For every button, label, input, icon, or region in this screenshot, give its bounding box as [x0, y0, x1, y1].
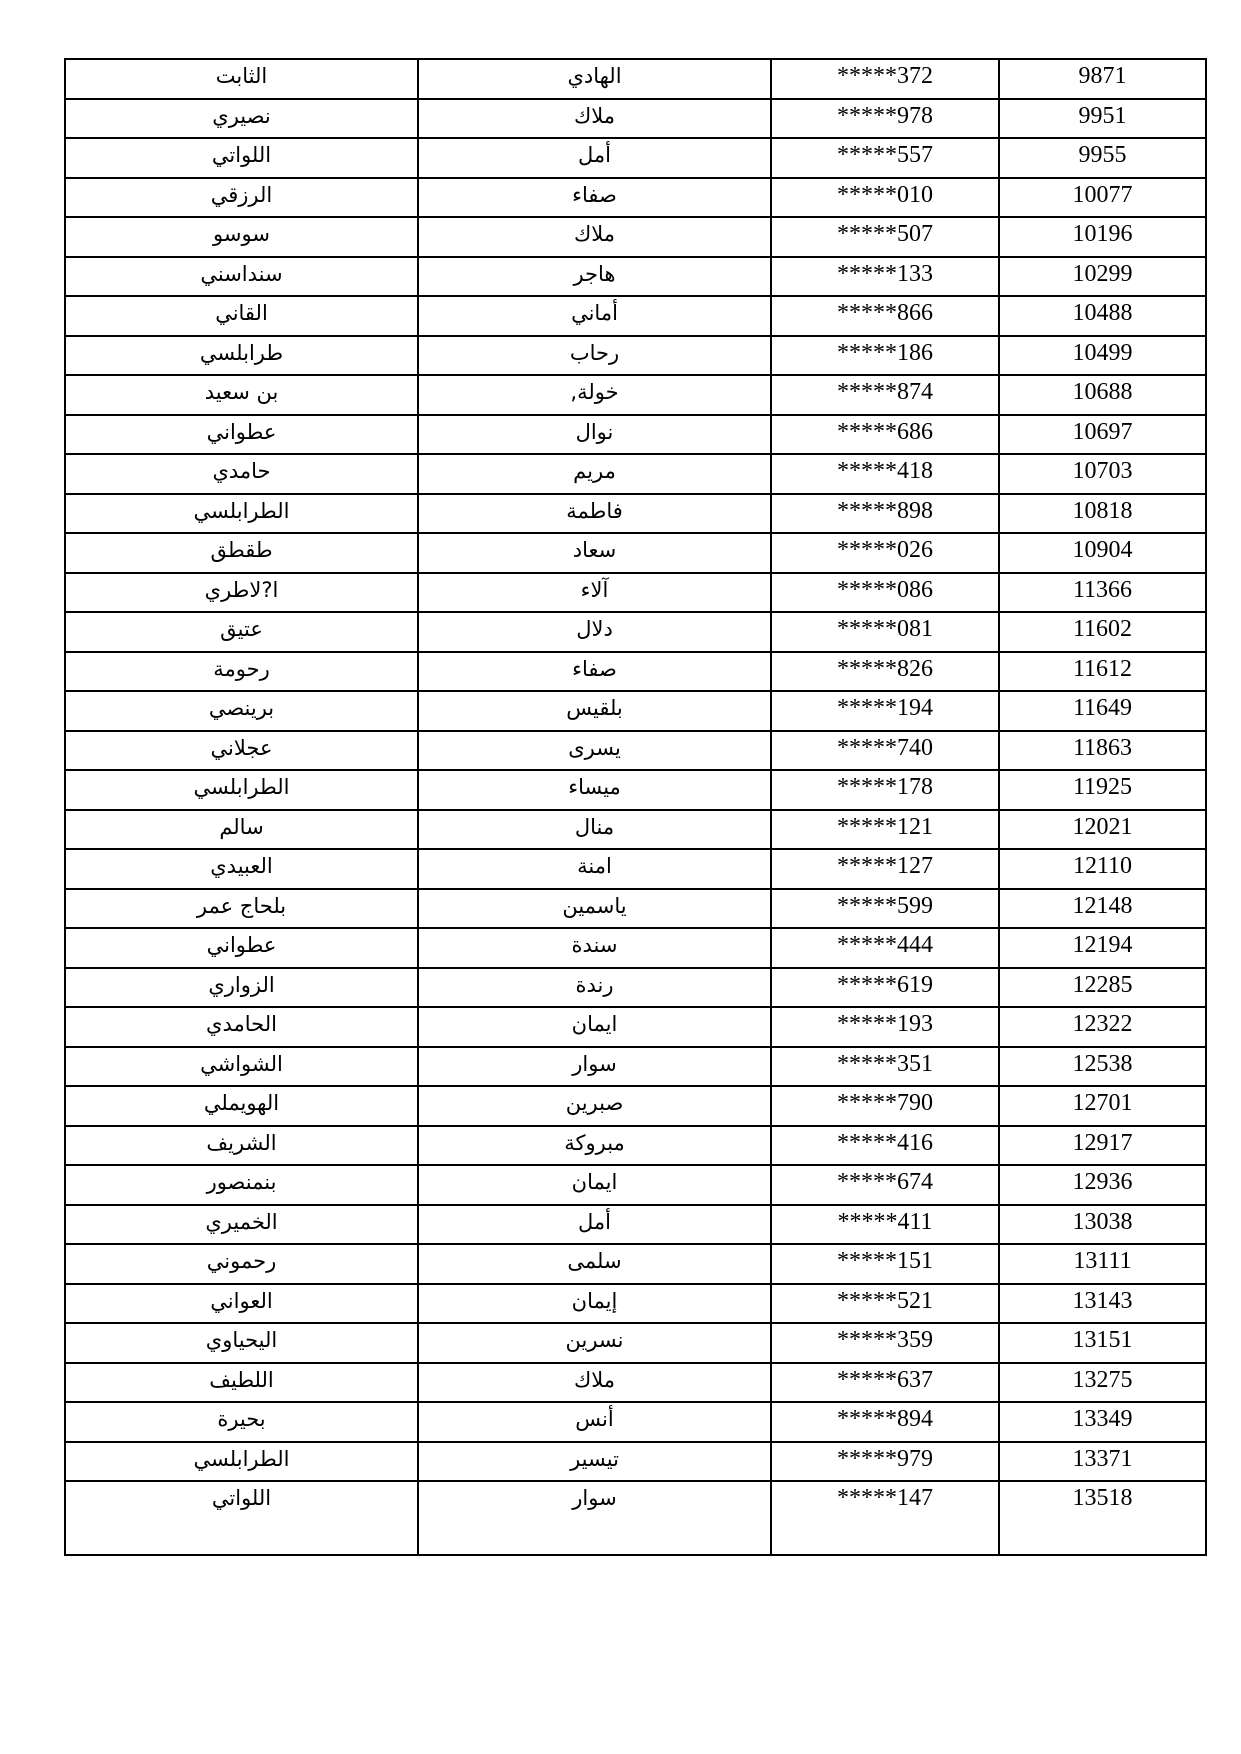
first-name-cell: الهادي [418, 59, 771, 99]
last-name-cell: العواني [65, 1284, 418, 1324]
record-number-cell: 10077 [999, 178, 1206, 218]
last-name-cell: ا?لاطري [65, 573, 418, 613]
last-name-cell: بن سعيد [65, 375, 418, 415]
last-name-cell: اللطيف [65, 1363, 418, 1403]
last-name-cell: الثابت [65, 59, 418, 99]
record-number-cell: 10818 [999, 494, 1206, 534]
last-name-cell: الهويملي [65, 1086, 418, 1126]
first-name-cell: أمل [418, 138, 771, 178]
record-number-cell: 12285 [999, 968, 1206, 1008]
first-name-cell: ميساء [418, 770, 771, 810]
records-table [64, 58, 1207, 1556]
last-name-cell: بحيرة [65, 1402, 418, 1442]
last-name-cell: الطرابلسي [65, 770, 418, 810]
masked-id-cell: *****411 [771, 1205, 999, 1245]
table-row [65, 889, 1206, 929]
table-row [65, 178, 1206, 218]
first-name-cell: تيسير [418, 1442, 771, 1482]
record-number-cell: 11602 [999, 612, 1206, 652]
record-number-cell: 13518 [999, 1481, 1206, 1555]
table-row [65, 1007, 1206, 1047]
masked-id-cell: *****637 [771, 1363, 999, 1403]
table-row [65, 494, 1206, 534]
table-row [65, 1284, 1206, 1324]
masked-id-cell: *****127 [771, 849, 999, 889]
first-name-cell: صبرين [418, 1086, 771, 1126]
masked-id-cell: *****557 [771, 138, 999, 178]
table-row [65, 612, 1206, 652]
first-name-cell: ملاك [418, 99, 771, 139]
table-row [65, 1402, 1206, 1442]
table-row [65, 1086, 1206, 1126]
masked-id-cell: *****194 [771, 691, 999, 731]
last-name-cell: سوسو [65, 217, 418, 257]
masked-id-cell: *****026 [771, 533, 999, 573]
first-name-cell: إيمان [418, 1284, 771, 1324]
table-row [65, 533, 1206, 573]
masked-id-cell: *****081 [771, 612, 999, 652]
record-number-cell: 13038 [999, 1205, 1206, 1245]
masked-id-cell: *****121 [771, 810, 999, 850]
last-name-cell: برينصي [65, 691, 418, 731]
masked-id-cell: *****416 [771, 1126, 999, 1166]
table-row [65, 968, 1206, 1008]
record-number-cell: 12936 [999, 1165, 1206, 1205]
first-name-cell: امنة [418, 849, 771, 889]
last-name-cell: القاني [65, 296, 418, 336]
record-number-cell: 10904 [999, 533, 1206, 573]
table-row [65, 928, 1206, 968]
masked-id-cell: *****507 [771, 217, 999, 257]
record-number-cell: 10688 [999, 375, 1206, 415]
last-name-cell: سنداسني [65, 257, 418, 297]
first-name-cell: سوار [418, 1047, 771, 1087]
record-number-cell: 10488 [999, 296, 1206, 336]
masked-id-cell: *****866 [771, 296, 999, 336]
first-name-cell: منال [418, 810, 771, 850]
first-name-cell: سعاد [418, 533, 771, 573]
table-row [65, 336, 1206, 376]
table-row [65, 59, 1206, 99]
record-number-cell: 11649 [999, 691, 1206, 731]
last-name-cell: حامدي [65, 454, 418, 494]
last-name-cell: الطرابلسي [65, 494, 418, 534]
masked-id-cell: *****790 [771, 1086, 999, 1126]
last-name-cell: عطواني [65, 928, 418, 968]
last-name-cell: سالم [65, 810, 418, 850]
masked-id-cell: *****193 [771, 1007, 999, 1047]
masked-id-cell: *****826 [771, 652, 999, 692]
first-name-cell: سوار [418, 1481, 771, 1555]
masked-id-cell: *****874 [771, 375, 999, 415]
masked-id-cell: *****351 [771, 1047, 999, 1087]
table-row [65, 573, 1206, 613]
record-number-cell: 12322 [999, 1007, 1206, 1047]
masked-id-cell: *****418 [771, 454, 999, 494]
first-name-cell: آلاء [418, 573, 771, 613]
table-row [65, 454, 1206, 494]
table-row [65, 1244, 1206, 1284]
first-name-cell: أمل [418, 1205, 771, 1245]
record-number-cell: 11366 [999, 573, 1206, 613]
last-name-cell: عجلاني [65, 731, 418, 771]
last-name-cell: الشواشي [65, 1047, 418, 1087]
record-number-cell: 13349 [999, 1402, 1206, 1442]
record-number-cell: 12917 [999, 1126, 1206, 1166]
masked-id-cell: *****186 [771, 336, 999, 376]
record-number-cell: 10299 [999, 257, 1206, 297]
masked-id-cell: *****372 [771, 59, 999, 99]
first-name-cell: بلقيس [418, 691, 771, 731]
table-row [65, 296, 1206, 336]
table-row [65, 217, 1206, 257]
last-name-cell: اللواتي [65, 138, 418, 178]
first-name-cell: نسرين [418, 1323, 771, 1363]
masked-id-cell: *****086 [771, 573, 999, 613]
last-name-cell: العبيدي [65, 849, 418, 889]
table-row [65, 731, 1206, 771]
masked-id-cell: *****599 [771, 889, 999, 929]
table-row [65, 1442, 1206, 1482]
first-name-cell: مبروكة [418, 1126, 771, 1166]
table-row [65, 652, 1206, 692]
last-name-cell: عطواني [65, 415, 418, 455]
first-name-cell: سندة [418, 928, 771, 968]
last-name-cell: رحموني [65, 1244, 418, 1284]
records-table-body [65, 59, 1206, 1555]
record-number-cell: 12148 [999, 889, 1206, 929]
masked-id-cell: *****894 [771, 1402, 999, 1442]
first-name-cell: أماني [418, 296, 771, 336]
record-number-cell: 13151 [999, 1323, 1206, 1363]
record-number-cell: 13371 [999, 1442, 1206, 1482]
last-name-cell: اللواتي [65, 1481, 418, 1555]
first-name-cell: مريم [418, 454, 771, 494]
last-name-cell: عتيق [65, 612, 418, 652]
first-name-cell: فاطمة [418, 494, 771, 534]
last-name-cell: اليحياوي [65, 1323, 418, 1363]
record-number-cell: 13275 [999, 1363, 1206, 1403]
first-name-cell: صفاء [418, 178, 771, 218]
table-row [65, 1126, 1206, 1166]
first-name-cell: ملاك [418, 1363, 771, 1403]
record-number-cell: 12021 [999, 810, 1206, 850]
record-number-cell: 11863 [999, 731, 1206, 771]
masked-id-cell: *****619 [771, 968, 999, 1008]
first-name-cell: خولة, [418, 375, 771, 415]
masked-id-cell: *****686 [771, 415, 999, 455]
last-name-cell: طقطق [65, 533, 418, 573]
record-number-cell: 9951 [999, 99, 1206, 139]
table-row [65, 1165, 1206, 1205]
masked-id-cell: *****898 [771, 494, 999, 534]
first-name-cell: يسرى [418, 731, 771, 771]
first-name-cell: هاجر [418, 257, 771, 297]
record-number-cell: 10196 [999, 217, 1206, 257]
table-row [65, 257, 1206, 297]
last-name-cell: الرزقي [65, 178, 418, 218]
table-row [65, 1481, 1206, 1555]
table-row [65, 99, 1206, 139]
masked-id-cell: *****444 [771, 928, 999, 968]
last-name-cell: بنمنصور [65, 1165, 418, 1205]
masked-id-cell: *****674 [771, 1165, 999, 1205]
masked-id-cell: *****010 [771, 178, 999, 218]
first-name-cell: دلال [418, 612, 771, 652]
first-name-cell: سلمى [418, 1244, 771, 1284]
table-row [65, 138, 1206, 178]
last-name-cell: طرابلسي [65, 336, 418, 376]
record-number-cell: 11612 [999, 652, 1206, 692]
first-name-cell: ملاك [418, 217, 771, 257]
table-row [65, 849, 1206, 889]
masked-id-cell: *****521 [771, 1284, 999, 1324]
table-row [65, 810, 1206, 850]
first-name-cell: رندة [418, 968, 771, 1008]
first-name-cell: ايمان [418, 1007, 771, 1047]
masked-id-cell: *****978 [771, 99, 999, 139]
last-name-cell: نصيري [65, 99, 418, 139]
table-row [65, 375, 1206, 415]
table-row [65, 415, 1206, 455]
table-row [65, 1047, 1206, 1087]
record-number-cell: 13143 [999, 1284, 1206, 1324]
first-name-cell: نوال [418, 415, 771, 455]
last-name-cell: الخميري [65, 1205, 418, 1245]
first-name-cell: ياسمين [418, 889, 771, 929]
masked-id-cell: *****740 [771, 731, 999, 771]
table-row [65, 1323, 1206, 1363]
masked-id-cell: *****133 [771, 257, 999, 297]
record-number-cell: 10697 [999, 415, 1206, 455]
first-name-cell: ايمان [418, 1165, 771, 1205]
record-number-cell: 10499 [999, 336, 1206, 376]
masked-id-cell: *****979 [771, 1442, 999, 1482]
record-number-cell: 10703 [999, 454, 1206, 494]
masked-id-cell: *****178 [771, 770, 999, 810]
last-name-cell: الشريف [65, 1126, 418, 1166]
first-name-cell: أنس [418, 1402, 771, 1442]
last-name-cell: الطرابلسي [65, 1442, 418, 1482]
record-number-cell: 12194 [999, 928, 1206, 968]
last-name-cell: الزواري [65, 968, 418, 1008]
last-name-cell: بلحاج عمر [65, 889, 418, 929]
record-number-cell: 12110 [999, 849, 1206, 889]
record-number-cell: 13111 [999, 1244, 1206, 1284]
record-number-cell: 9871 [999, 59, 1206, 99]
masked-id-cell: *****359 [771, 1323, 999, 1363]
first-name-cell: صفاء [418, 652, 771, 692]
masked-id-cell: *****151 [771, 1244, 999, 1284]
table-row [65, 691, 1206, 731]
masked-id-cell: *****147 [771, 1481, 999, 1555]
table-row [65, 1205, 1206, 1245]
table-row [65, 1363, 1206, 1403]
record-number-cell: 12701 [999, 1086, 1206, 1126]
record-number-cell: 11925 [999, 770, 1206, 810]
record-number-cell: 9955 [999, 138, 1206, 178]
first-name-cell: رحاب [418, 336, 771, 376]
table-row [65, 770, 1206, 810]
last-name-cell: الحامدي [65, 1007, 418, 1047]
record-number-cell: 12538 [999, 1047, 1206, 1087]
last-name-cell: رحومة [65, 652, 418, 692]
